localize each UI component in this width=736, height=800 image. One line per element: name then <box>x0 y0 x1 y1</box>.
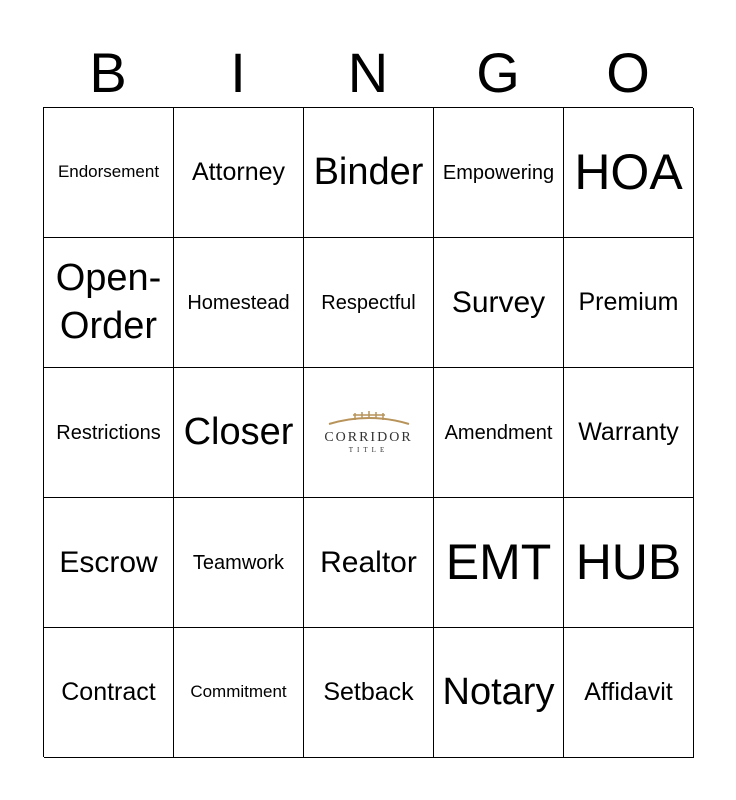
bingo-cell[interactable]: Restrictions <box>44 368 174 498</box>
bingo-cell[interactable]: HOA <box>564 108 694 238</box>
bingo-cell[interactable]: Empowering <box>434 108 564 238</box>
bingo-cell[interactable]: Commitment <box>174 628 304 758</box>
bingo-cell[interactable]: Open-Order <box>44 238 174 368</box>
bingo-cell[interactable]: Attorney <box>174 108 304 238</box>
bingo-cell[interactable]: Closer <box>174 368 304 498</box>
bingo-cell[interactable]: Binder <box>304 108 434 238</box>
free-space-logo[interactable] <box>304 368 434 498</box>
bingo-cell[interactable]: Warranty <box>564 368 694 498</box>
logo-subtitle: TITLE <box>348 445 389 454</box>
bingo-cell[interactable]: Premium <box>564 238 694 368</box>
header-letter-o: O <box>606 41 650 104</box>
bingo-cell[interactable]: Respectful <box>304 238 434 368</box>
corridor-bridge-icon <box>327 410 411 428</box>
header-letter-i: I <box>230 41 246 104</box>
bingo-cell[interactable]: Homestead <box>174 238 304 368</box>
bingo-header <box>43 38 693 108</box>
bingo-cell[interactable]: Endorsement <box>44 108 174 238</box>
bingo-cell[interactable]: EMT <box>434 498 564 628</box>
bingo-cell[interactable]: Amendment <box>434 368 564 498</box>
header-letter-n: N <box>347 41 389 104</box>
header-letter-g: G <box>476 41 520 104</box>
bingo-cell[interactable]: Escrow <box>44 498 174 628</box>
bingo-cell[interactable]: Teamwork <box>174 498 304 628</box>
header-letter-b: B <box>89 41 127 104</box>
bingo-board <box>43 107 693 757</box>
bingo-cell[interactable]: Contract <box>44 628 174 758</box>
bingo-cell[interactable]: Affidavit <box>564 628 694 758</box>
logo-name: CORRIDOR <box>324 430 413 446</box>
bingo-cell[interactable]: HUB <box>564 498 694 628</box>
bingo-cell[interactable]: Setback <box>304 628 434 758</box>
bingo-cell[interactable]: Notary <box>434 628 564 758</box>
bingo-cell[interactable]: Realtor <box>304 498 434 628</box>
bingo-cell[interactable]: Survey <box>434 238 564 368</box>
